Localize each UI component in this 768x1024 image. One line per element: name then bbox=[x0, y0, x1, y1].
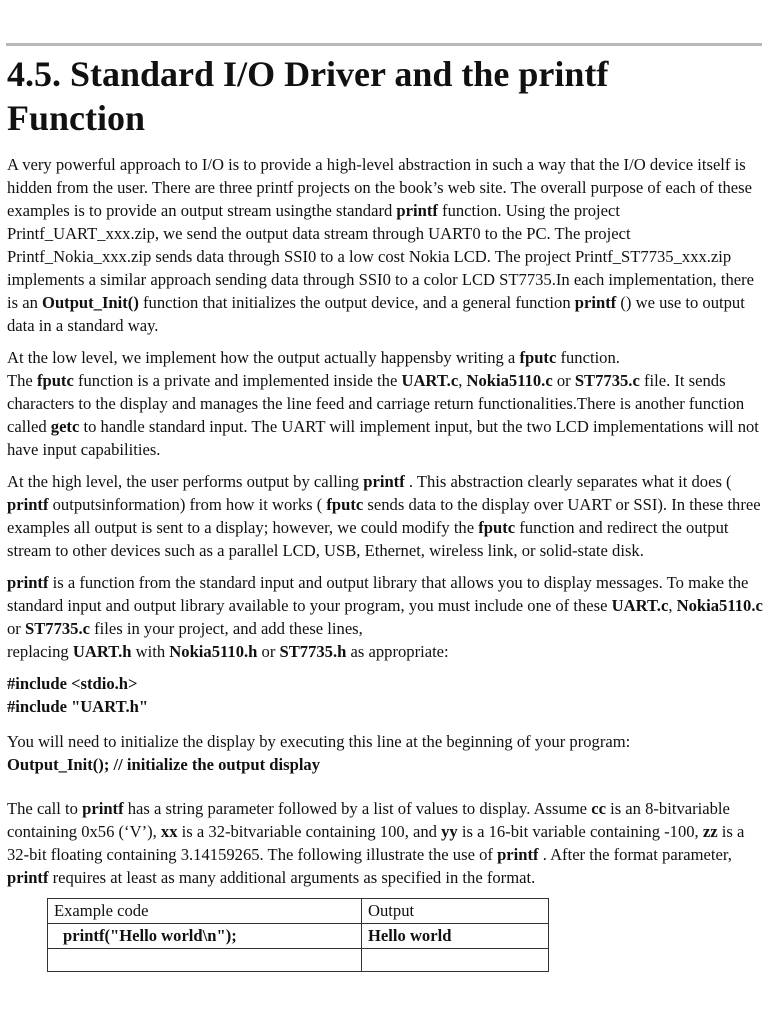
text-run: . This abstraction clearly separates what it does ( bbox=[404, 472, 732, 491]
bold-term: Nokia5110.h bbox=[169, 642, 258, 661]
bold-term: UART.c bbox=[611, 596, 669, 615]
bold-term: xx bbox=[160, 822, 178, 841]
text-run: replacing bbox=[7, 642, 73, 661]
bold-term: printf bbox=[7, 868, 49, 887]
bold-term: fputc bbox=[478, 518, 516, 537]
bold-term: fputc bbox=[36, 371, 74, 390]
bold-term: yy bbox=[441, 822, 458, 841]
bold-term: UART.h bbox=[72, 642, 132, 661]
bold-term: Output_Init() bbox=[42, 293, 139, 312]
bold-term: Nokia5110.c bbox=[676, 596, 763, 615]
text-run: function is a private and implemented inside the bbox=[73, 371, 402, 390]
paragraph-printf-call bbox=[7, 797, 763, 889]
text-run: as appropriate: bbox=[346, 642, 449, 661]
text-run: A very powerful approach to I/O is to provide a high-level abstraction in such a way that the I/O device itself is hidden from the user. There are three printf projects on the book’s web site. The overall purpose of each of these examples is to provide an output stream usingthe standard bbox=[7, 155, 752, 220]
bold-term: printf bbox=[7, 573, 49, 592]
bold-term: printf bbox=[7, 495, 49, 514]
table-cell: Hello world bbox=[362, 924, 549, 949]
text-run: or bbox=[552, 371, 575, 390]
text-run: . After the format parameter, bbox=[538, 845, 732, 864]
text-run: , bbox=[668, 596, 677, 615]
text-run: is a function from the standard input and output library that allows you to display messages. To make the standard input and output library available to your program, you must include one of these bbox=[7, 573, 749, 615]
text-run: is a 32-bitvariable containing 100, and bbox=[177, 822, 442, 841]
table-header-cell: Output bbox=[362, 899, 549, 924]
bold-term: printf bbox=[82, 799, 124, 818]
text-run: function that initializes the output device, and a general function bbox=[138, 293, 575, 312]
table-header-row bbox=[48, 899, 549, 924]
text-run: function. bbox=[556, 348, 620, 367]
text-run: file. It sends characters to the display and manages the line feed and carriage return functionalities.There is another function called bbox=[7, 371, 745, 436]
paragraph-init-display bbox=[7, 730, 763, 776]
code-line: #include "UART.h" bbox=[7, 697, 149, 716]
text-run: , bbox=[458, 371, 467, 390]
text-run: to handle standard input. The UART will implement input, but the two LCD implementations will not have input capabilities. bbox=[7, 417, 759, 459]
table-cell: printf("Hello world\n"); bbox=[48, 924, 362, 949]
text-run: At the low level, we implement how the output actually happensby writing a bbox=[7, 348, 520, 367]
printf-example-table bbox=[47, 898, 549, 972]
text-run: You will need to initialize the display by executing this line at the beginning of your program: bbox=[7, 732, 631, 751]
bold-term: cc bbox=[591, 799, 606, 818]
text-run: At the high level, the user performs output by calling bbox=[7, 472, 364, 491]
bold-term: ST7735.h bbox=[279, 642, 347, 661]
bold-term: UART.c bbox=[401, 371, 459, 390]
bold-term: Nokia5110.c bbox=[466, 371, 553, 390]
text-run: function. Using the project Printf_UART_xxx.zip, we send the output data stream through UART0 to the PC. The project Printf_Nokia_xxx.zip sends data through SSI0 to a low cost Nokia LCD. The project Printf_ST7735_xxx.zip implements a similar approach sending data through SSI0 to a color LCD ST7735.In each implementation, there is an bbox=[7, 201, 755, 312]
bold-term: zz bbox=[702, 822, 718, 841]
section-divider bbox=[6, 43, 762, 46]
text-run: is a 16-bit variable containing -100, bbox=[457, 822, 703, 841]
table-header-cell: Example code bbox=[48, 899, 362, 924]
include-code-block bbox=[7, 672, 763, 718]
bold-term: printf bbox=[396, 201, 438, 220]
text-run: () we use to output data in a standard way. bbox=[7, 293, 745, 335]
text-run: is a 32-bit floating containing 3.14159265. The following illustrate the use of bbox=[7, 822, 745, 864]
section-title: 4.5. Standard I/O Driver and the printf Function bbox=[7, 54, 609, 138]
table-row bbox=[48, 949, 549, 972]
text-run: requires at least as many additional arguments as specified in the format. bbox=[48, 868, 536, 887]
text-run: The bbox=[7, 371, 37, 390]
table-row bbox=[48, 924, 549, 949]
bold-term: printf bbox=[497, 845, 539, 864]
section-body bbox=[7, 153, 763, 972]
text-run: The call to bbox=[7, 799, 83, 818]
table-cell bbox=[362, 949, 549, 972]
bold-term: printf bbox=[363, 472, 405, 491]
bold-term: Output_Init(); // initialize the output display bbox=[7, 755, 321, 774]
bold-term: printf bbox=[574, 293, 617, 312]
text-run: outputsinformation) from how it works ( bbox=[48, 495, 327, 514]
paragraph-stdio-intro bbox=[7, 153, 763, 337]
bold-term: ST7735.c bbox=[574, 371, 640, 390]
bold-term: fputc bbox=[519, 348, 557, 367]
text-run: files in your project, and add these lines, bbox=[89, 619, 363, 638]
text-run: function and redirect the output stream to other devices such as a parallel LCD, USB, Ethernet, wireless link, or solid-state disk. bbox=[7, 518, 729, 560]
paragraph-printf-library bbox=[7, 571, 763, 663]
code-line: #include <stdio.h> bbox=[7, 674, 138, 693]
paragraph-low-level bbox=[7, 346, 763, 461]
bold-term: fputc bbox=[326, 495, 364, 514]
text-run: or bbox=[257, 642, 280, 661]
text-run: has a string parameter followed by a list of values to display. Assume bbox=[123, 799, 592, 818]
bold-term: ST7735.c bbox=[24, 619, 90, 638]
table-cell bbox=[48, 949, 362, 972]
bold-term: getc bbox=[50, 417, 80, 436]
text-run: with bbox=[131, 642, 170, 661]
text-run: is an 8-bitvariable containing 0x56 (‘V’), bbox=[7, 799, 730, 841]
text-run: sends data to the display over UART or SSI). In these three examples all output is sent to a display; however, we could modify the bbox=[7, 495, 761, 537]
text-run: or bbox=[7, 619, 25, 638]
paragraph-high-level bbox=[7, 470, 763, 562]
